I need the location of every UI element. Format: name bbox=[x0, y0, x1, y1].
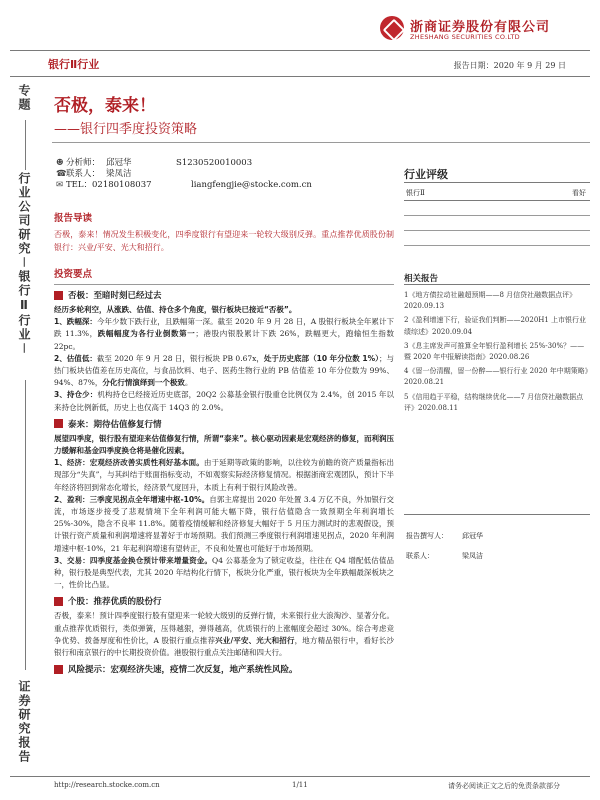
section-2-point-2: 2、盈利：三季度见拐点全年增速中枢-10%。自郭主席提出 2020 年处置 3.4 万亿不良，外加银行交流，市场逐步接受了悲观情境下全年利润可能大幅下降，银行估值隐含一致预期全年利润增长 25%-30%，隐含不良率 11.8%。随着疫情缓解和经济修复大幅好于 5 月压力测试时的悲观假设，预计银行资产质量和利润增速将显著好于市场预期。我们预测三季度银行利润增速见拐点，2020 年利润增速中枢-10%，21 年起利润增速有望转正，不良和处置也可能好于市场预期。 bbox=[54, 494, 394, 553]
header-divider bbox=[10, 50, 590, 51]
mail-icon: ✉ bbox=[56, 180, 64, 190]
section-3-title: 个股：推荐优质的股份行 bbox=[54, 595, 394, 607]
report-subtitle: ——银行四季度投资策略 bbox=[54, 122, 198, 137]
points-heading: 投资要点 bbox=[54, 269, 93, 280]
report-title: 否极，泰来！ bbox=[54, 96, 156, 116]
guide-text: 否极，泰来！情况发生积极变化，四季度银行有望迎来一轮较大级别反弹。重点推荐优质股份制银行：兴业/平安、光大和招行。 bbox=[54, 230, 394, 252]
contacts-divider bbox=[404, 514, 590, 515]
section-2-lead: 展望四季度，银行股有望迎来估值修复行情，所谓“泰来”。核心驱动因素是宏观经济的修复，而利润压力缓解和基金四季度换仓将是催化因素。 bbox=[54, 433, 394, 456]
related-report-item[interactable]: 4《留一份清醒，留一份醉——银行行业 2020 年中期策略》2020.08.21 bbox=[404, 367, 589, 387]
analyst-label: 分析师： bbox=[66, 158, 101, 168]
section-2-title: 泰来：期待估值修复行情 bbox=[54, 418, 394, 430]
related-report-item[interactable]: 2《盈利增速下行，验证我们判断——2020H1 上市银行业绩综述》2020.09.04 bbox=[404, 316, 587, 336]
left-sidebar bbox=[6, 80, 44, 790]
contact-name: 梁凤洁 bbox=[106, 169, 132, 179]
related-report-item[interactable]: 1《地方债拉动社融超预期——8 月信贷社融数据点评》2020.09.13 bbox=[404, 291, 577, 311]
sidebar-divider-2 bbox=[25, 380, 26, 670]
analyst-email[interactable]: liangfengjie@stocke.com.cn bbox=[191, 180, 312, 190]
writer-label: 报告撰写人： bbox=[406, 532, 448, 540]
company-name-en: ZHESHANG SECURITIES CO.LTD bbox=[410, 33, 520, 41]
rating-divider bbox=[404, 182, 590, 183]
rating-row bbox=[406, 188, 586, 198]
writer-name: 邱冠华 bbox=[462, 532, 483, 540]
analyst-tel: TEL：02180108037 bbox=[66, 180, 152, 190]
sector-tag: 银行Ⅱ行业 bbox=[48, 58, 100, 71]
square-bullet-icon bbox=[54, 291, 63, 300]
header-divider-2 bbox=[10, 76, 590, 77]
rating-sector: 银行Ⅱ bbox=[406, 189, 425, 197]
rating-divider-2 bbox=[404, 200, 590, 201]
page-number: 1/11 bbox=[292, 781, 308, 789]
phone-icon: ☎ bbox=[56, 169, 67, 179]
footer-url[interactable]: http://research.stocke.com.cn bbox=[54, 781, 160, 789]
section-1-lead: 经历多轮利空，从涨跌、估值、持仓多个角度，银行板块已接近“否极”。 bbox=[54, 305, 297, 314]
report-date: 报告日期：2020 年 9 月 29 日 bbox=[453, 61, 566, 70]
section-1-point-2: 2、估值低：截至 2020 年 9 月 28 日，银行板块 PB 0.67x，处于历史底部（10 年分位数 1%）；与热门板块估值差在历史高位，与食品饮料、电子、医药生物行业的 PB 估值差 10 年分位数为 99%、94%、87%，分化行情演绎到一个极致。 bbox=[54, 353, 394, 388]
section-2-point-1: 1、经济：宏观经济改善实质性利好基本面。由于延期等政策的影响，以往较为前瞻的资产质量指标出现部分“失真”，与其纠结于账面指标变动，不如观察实际经济修复情况。根据浙商宏观团队，预计下半年经济将回到常态化增长，经济景气度回升，本质上有利于银行风险改善。 bbox=[54, 458, 394, 492]
square-bullet-icon bbox=[54, 665, 63, 674]
footer-divider bbox=[10, 776, 590, 777]
related-reports-list bbox=[404, 290, 590, 417]
rating-title: 行业评级 bbox=[404, 168, 448, 181]
report-type-label: 专题 bbox=[17, 84, 31, 112]
points-divider bbox=[54, 284, 394, 285]
guide-heading: 报告导读 bbox=[54, 213, 93, 224]
contact-label: 联系人： bbox=[66, 169, 101, 179]
contact-block-name: 梁凤洁 bbox=[462, 552, 483, 560]
person-icon: ☻ bbox=[56, 158, 64, 168]
company-logo bbox=[380, 14, 590, 46]
section-3-text: 否极，泰来！预计四季度银行股有望迎来一轮较大级别的反弹行情，未来银行业大浪淘沙、显著分化。重点推荐优质银行，类似弹簧，压得越狠，弹得越高，优质银行的上涨幅度会超过 30%。综合考虑竞争优势、拨备厚度和性价比，A 股银行重点推荐兴业/平安、光大和招行，地方精品银行中，看好长沙银行和南京银行的中长期投资价值。港股银行重点关注邮储和四大行。 bbox=[54, 611, 395, 658]
analyst-block bbox=[56, 158, 312, 191]
section-1-point-1: 1、跌幅深：今年少数下跌行业，且跌幅第一深。截至 2020 年 9 月 28 日，A 股银行板块全年累计下跌 11.3%，跌幅幅度为各行业倒数第一；港股内银股累计下跌 26%，跌幅更大，跑输恒生指数 22pc。 bbox=[54, 317, 394, 351]
report-guide bbox=[54, 210, 394, 254]
contact-block-label: 联系人： bbox=[406, 552, 434, 560]
section-2-point-3: 3、交易：四季度基金换仓预计带来增量资金。Q4 公募基金为了锁定收益，往往在 Q4 增配低估值品种，银行股是典型代表，尤其 2020 年结构化行情下，板块分化严重，银行板块为全年跌幅最深板块之一，性价比凸显。 bbox=[54, 555, 394, 590]
sidebar-divider bbox=[25, 120, 26, 170]
related-report-item[interactable]: 5《信用趋于平稳，结构继续优化——7 月信贷社融数据点评》2020.08.11 bbox=[404, 392, 584, 412]
related-report-item[interactable]: 3《息主席发声可推算全年银行盈利增长 25%-30%？——暨 2020 年中报解读指南》2020.08.26 bbox=[404, 341, 585, 362]
title-divider bbox=[52, 142, 590, 143]
company-name-cn: 浙商证券股份有限公司 bbox=[410, 20, 551, 35]
report-category-label: 行业公司研究－银行Ⅱ行业－ bbox=[17, 172, 31, 357]
company-logo-icon bbox=[380, 16, 404, 40]
related-reports-title: 相关报告 bbox=[404, 274, 439, 284]
section-1-title: 否极：至暗时刻已经过去 bbox=[54, 289, 394, 301]
contact-block bbox=[406, 526, 586, 566]
risk-title: 风险提示：宏观经济失速，疫情二次反复，地产系统性风险。 bbox=[54, 663, 394, 675]
rating-blank-line bbox=[404, 215, 590, 216]
investment-points bbox=[54, 266, 394, 678]
analyst-cert: S1230520010003 bbox=[176, 158, 253, 168]
analyst-name: 邱冠华 bbox=[106, 158, 132, 168]
square-bullet-icon bbox=[54, 597, 63, 606]
report-footer-label: 证券研究报告 bbox=[17, 680, 31, 764]
rating-blank-line bbox=[404, 245, 590, 246]
disclaimer-note: 请务必阅读正文之后的免责条款部分 bbox=[448, 782, 560, 790]
section-1-point-3: 3、持仓少：机构持仓已经接近历史底部，20Q2 公募基金银行股重仓比例仅为 2.4%，创 2015 年以来持仓比例新低，历史上也仅高于 14Q3 的 2.0%。 bbox=[54, 390, 395, 412]
rating-value: 看好 bbox=[572, 189, 586, 197]
square-bullet-icon bbox=[54, 419, 63, 428]
rating-blank-line bbox=[404, 230, 590, 231]
related-divider bbox=[404, 284, 590, 285]
